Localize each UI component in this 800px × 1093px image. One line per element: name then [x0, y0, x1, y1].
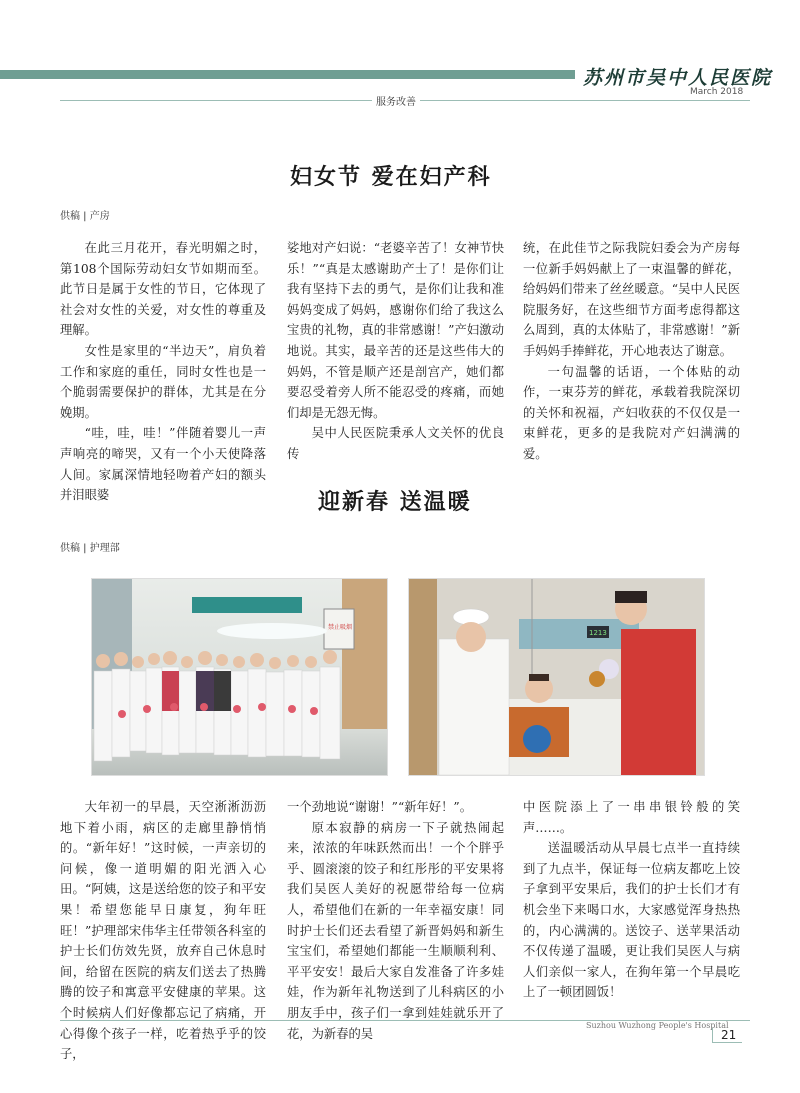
footer-hospital-name: Suzhou Wuzhong People's Hospital [586, 1021, 729, 1030]
article1-column-3 [523, 238, 740, 465]
page-number: 21 [712, 1028, 742, 1043]
paragraph: 女性是家里的“半边天”，肩负着工作和家庭的重任，同时女性也是一个脆弱需要保护的群体，尤其是在分娩期。 [60, 343, 266, 420]
article2-byline: 供稿 | 护理部 [60, 543, 120, 554]
article2-title: 迎新春 送温暖 [318, 490, 472, 515]
header-color-bar [0, 70, 575, 79]
article1-column-1 [60, 238, 266, 506]
article2-column-1 [60, 797, 266, 1065]
paragraph: 统，在此佳节之际我院妇委会为产房每一位新手妈妈献上了一束温馨的鲜花，给妈妈们带来了丝丝暖意。“吴中人民医院服务好，在这些细节方面考虑得都这么周到，真的太体贴了，非常感谢！”新手妈妈手捧鲜花，开心地表达了谢意。 [523, 241, 740, 358]
article2-column-2 [287, 797, 504, 1044]
photo-ward-child [408, 578, 705, 776]
paragraph: 在此三月花开，春光明媚之时，第108个国际劳动妇女节如期而至。此节日是属于女性的节日，它体现了社会对女性的关爱，对女性的尊重及理解。 [60, 241, 266, 338]
paragraph: 原本寂静的病房一下子就热闹起来，浓浓的年味跃然而出！一个个胖乎乎、圆滚滚的饺子和红彤彤的平安果将我们吴医人美好的祝愿带给每一位病人，希望他们在新的一年幸福安康！同时护士长们还去看望了新晋妈妈和新生宝宝们，希望她们都能一生顺顺利利、平平安安！最后大家自发准备了许多娃娃，作为新年礼物送到了儿科病区的小朋友手中，孩子们一拿到娃娃就乐开了花，为新春的吴 [287, 820, 504, 1041]
photo-nurses-group [91, 578, 388, 776]
no-smoking-sign: 禁止吸烟 [328, 624, 353, 631]
header-hospital-name: 苏州市吴中人民医院 [583, 67, 773, 89]
monitor-readout: 1213 [589, 629, 607, 637]
paragraph: 一句温馨的话语，一个体贴的动作，一束芬芳的鲜花，承载着我院深切的关怀和祝福，产妇收获的不仅仅是一束鲜花，更多的是我院对产妇满满的爱。 [523, 364, 740, 461]
header-date: March 2018 [690, 87, 744, 97]
paragraph: 大年初一的早晨，天空淅淅沥沥地下着小雨，病区的走廊里静悄悄的。“新年好！”这时候，一声亲切的问候，像一道明媚的阳光洒入心田。“阿姨，这是送给您的饺子和平安果！希望您能早日康复，狗年旺旺！”护理部宋伟华主任带领各科室的护士长们仿效先贤，放弃自己休息时间，给留在医院的病友们送去了热腾腾的饺子和寓意平安健康的苹果。这个时候病人们好像都忘记了病痛，开心得像个孩子一样，吃着热乎乎的饺子， [60, 800, 266, 1062]
paragraph: 一个劲地说“谢谢！”“新年好！”。 [287, 800, 473, 814]
paragraph: 吴中人民医院秉承人文关怀的优良传 [287, 426, 504, 461]
paragraph: 中医院添上了一串串银铃般的笑声……。 [523, 800, 740, 835]
paragraph: 娑地对产妇说：“老婆辛苦了！女神节快乐！”“真是太感谢助产士了！是你们让我有坚持下去的勇气，是你们让我和准妈妈变成了妈妈，感谢你们给了我这么宝贵的礼物，真的非常感谢！”产妇激动地说。其实，最辛苦的还是这些伟大的妈妈，不管是顺产还是剖宫产，她们都要忍受着旁人所不能忍受的疼痛，而她们却是无怨无悔。 [287, 241, 504, 420]
header-section-label: 服务改善 [372, 93, 420, 108]
paragraph: “哇，哇，哇！”伴随着婴儿一声声响亮的啼哭，又有一个小天使降落人间。家属深情地轻吻着产妇的额头并泪眼婆 [60, 426, 266, 503]
article2-column-3 [523, 797, 740, 1003]
paragraph: 送温暖活动从早晨七点半一直持续到了九点半，保证每一位病友都吃上饺子拿到平安果后，我们的护士长们才有机会坐下来喝口水，大家感觉浑身热热的，内心满满的。送饺子、送苹果活动不仅传递了温暖，更让我们吴医人与病人们亲似一家人，在狗年第一个早晨吃上了一顿团圆饭！ [523, 841, 740, 1000]
article1-byline: 供稿 | 产房 [60, 211, 110, 222]
article1-title: 妇女节 爱在妇产科 [290, 165, 492, 190]
article1-column-2 [287, 238, 504, 465]
